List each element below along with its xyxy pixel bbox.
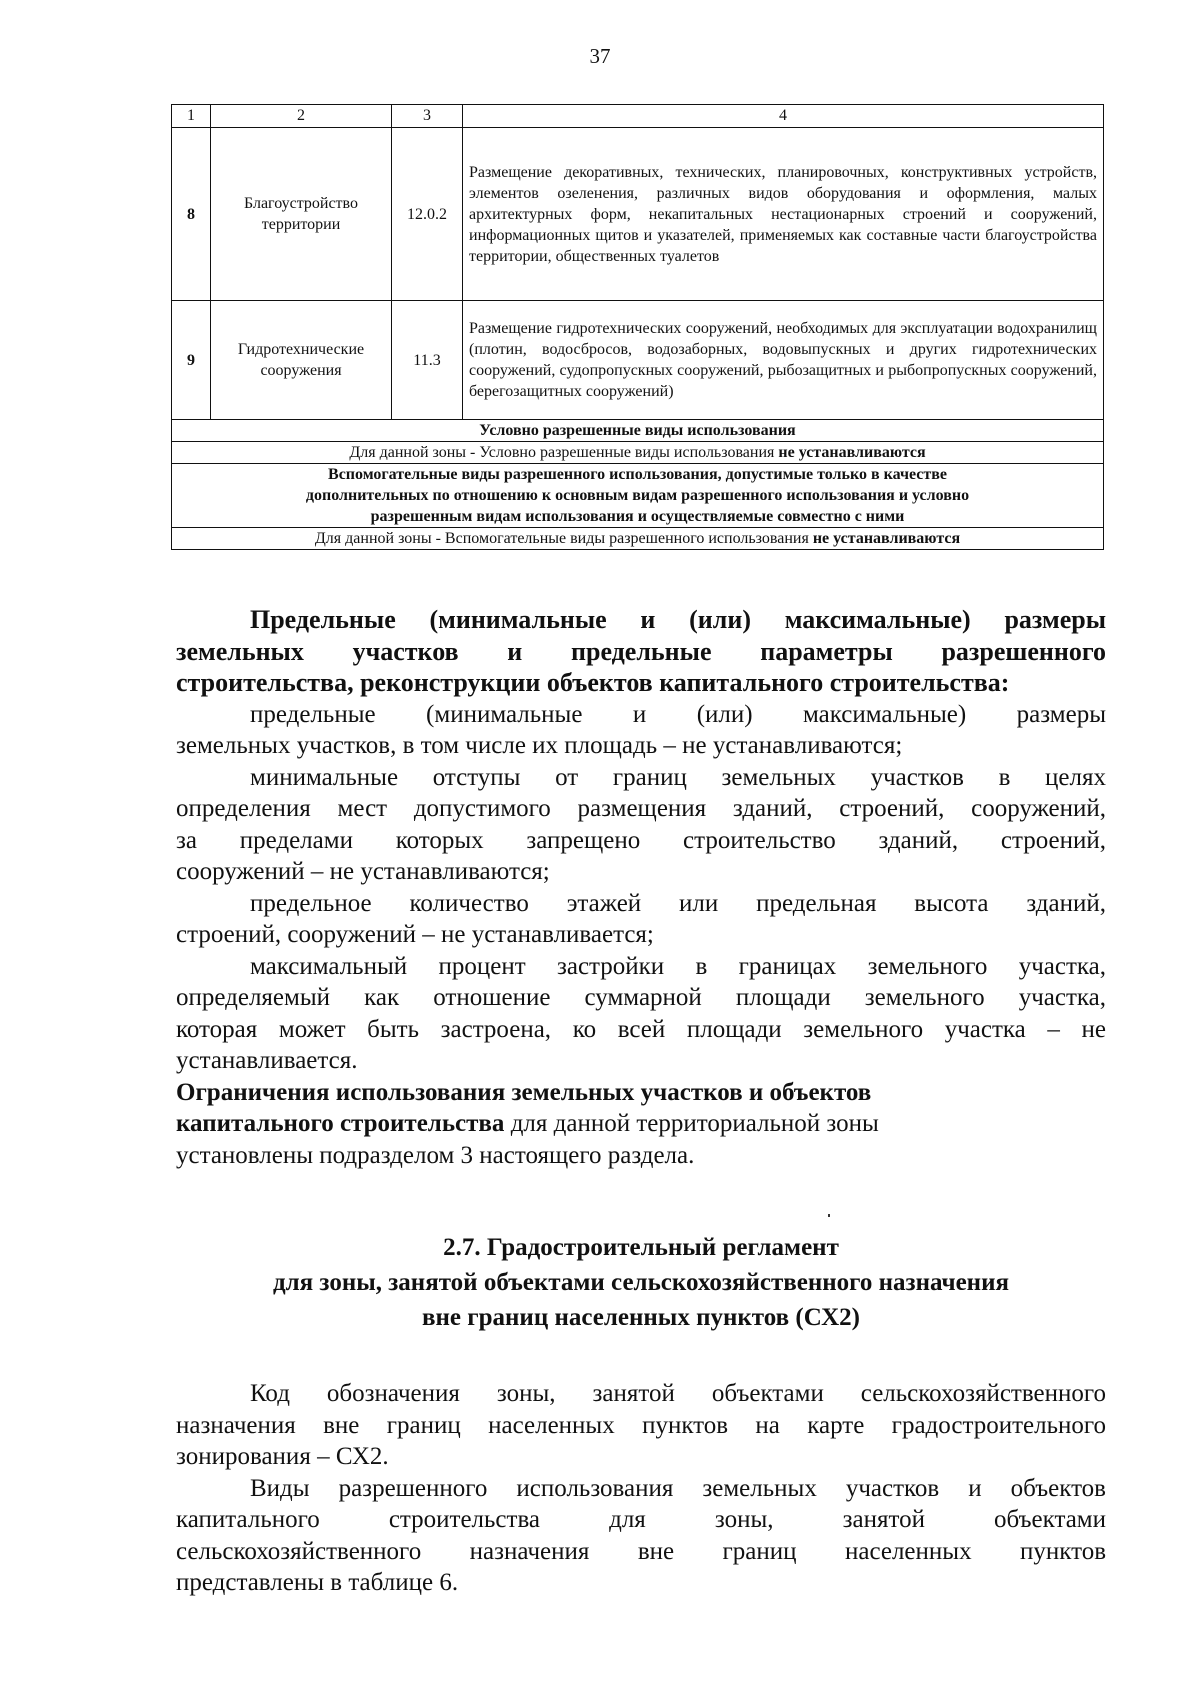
- use-type-code: 11.3: [392, 301, 463, 420]
- limits-section: [176, 604, 1106, 1171]
- limits-paragraph-line: земельных участков, в том числе их площадь – не устанавливаются;: [176, 732, 903, 759]
- limits-paragraph-line: сооружений – не устанавливаются;: [176, 858, 550, 885]
- permitted-use-table: [171, 104, 1104, 550]
- table-row: [172, 301, 1104, 420]
- use-type-name-line: сооружения: [260, 362, 342, 379]
- restrictions-line: Ограничения использования земельных участков и объектов: [176, 1078, 872, 1106]
- auxiliary-note-text: Для данной зоны - Вспомогательные виды разрешенного использования: [314, 530, 813, 547]
- section-title-line: 2.7. Градостроительный регламент: [443, 1234, 839, 1261]
- page-number: 37: [589, 44, 611, 68]
- use-type-name: [211, 128, 392, 301]
- use-type-name-line: территории: [261, 216, 341, 233]
- auxiliary-note-row: [172, 528, 1104, 550]
- row-number: 8: [172, 128, 211, 301]
- restrictions-line: установлены подразделом 3 настоящего раздела.: [176, 1141, 695, 1169]
- use-type-description: Размещение гидротехнических сооружений, необходимых для эксплуатации водохранилищ (плотин, водосбросов, водозаборных, водовыпускных и других гидротехнических сооружений, судопропускных сооружений, рыбозащитных и рыбопропускных сооружений, берегозащитных сооружений): [463, 301, 1104, 420]
- limits-paragraph-line: предельное количество этажей или предельная высота зданий,: [250, 889, 1106, 917]
- limits-paragraph-line: устанавливается.: [176, 1047, 358, 1074]
- header-col-3: 3: [392, 105, 463, 128]
- conditional-note: [172, 442, 1104, 464]
- section-title: [176, 1230, 1106, 1335]
- auxiliary-note-bold: не устанавливаются: [812, 530, 961, 547]
- limits-paragraph-line: за пределами которых запрещено строительство зданий, строений,: [176, 826, 1106, 854]
- section-paragraph-line: зонирования – СХ2.: [176, 1443, 389, 1470]
- use-type-description: Размещение декоративных, технических, планировочных, конструктивных устройств, элементов озеленения, различных видов оборудования и оформления, малых архитектурных форм, некапитальных нестационарных строений и сооружений, информационных щитов и указателей, применяемых как составные части благоустройства территории, общественных туалетов: [463, 128, 1104, 301]
- restrictions-line: [176, 1108, 1106, 1140]
- section-paragraph-line: Виды разрешенного использования земельных участков и объектов: [250, 1474, 1106, 1502]
- section-paragraph-line: Код обозначения зоны, занятой объектами сельскохозяйственного: [250, 1380, 1106, 1407]
- use-type-name: [211, 301, 392, 420]
- limits-heading-line: строительства, реконструкции объектов капитального строительства:: [176, 668, 1010, 697]
- header-col-2: 2: [211, 105, 392, 128]
- use-type-code: 12.0.2: [392, 128, 463, 301]
- use-type-name-line: Гидротехнические: [237, 341, 365, 358]
- limits-heading-line: Предельные (минимальные и (или) максимальные) размеры: [250, 605, 1106, 634]
- header-col-4: 4: [463, 105, 1104, 128]
- conditional-note-row: [172, 442, 1104, 464]
- limits-paragraph-line: максимальный процент застройки в границах земельного участка,: [250, 952, 1106, 980]
- scan-speck: [828, 1214, 830, 1217]
- conditional-header: [172, 420, 1104, 442]
- auxiliary-header-line: Вспомогательные виды разрешенного использования, допустимые только в качестве: [328, 466, 947, 483]
- limits-paragraph-line: строений, сооружений – не устанавливается;: [176, 921, 654, 948]
- limits-paragraph-line: минимальные отступы от границ земельных участков в целях: [250, 763, 1106, 791]
- auxiliary-header-row: [172, 464, 1104, 528]
- header-col-1: 1: [172, 105, 211, 128]
- conditional-note-bold: не устанавливаются: [778, 444, 926, 461]
- use-type-name-line: Благоустройство: [243, 195, 358, 212]
- conditional-note-text: Для данной зоны - Условно разрешенные виды использования: [349, 444, 779, 461]
- limits-heading-line: земельных участков и предельные параметры разрешенного: [176, 636, 1106, 666]
- table-header-row: [172, 105, 1104, 128]
- conditional-header-text: Условно разрешенные виды использования: [479, 422, 796, 439]
- auxiliary-header-line: дополнительных по отношению к основным видам разрешенного использования и условно: [305, 487, 970, 504]
- auxiliary-note: [172, 528, 1104, 550]
- section-title-line: вне границ населенных пунктов (СХ2): [422, 1304, 860, 1331]
- auxiliary-header: [172, 464, 1104, 528]
- restrictions-plain: для данной территориальной зоны: [504, 1110, 879, 1137]
- section-paragraph-line: сельскохозяйственного назначения вне границ населенных пунктов: [176, 1537, 1106, 1565]
- section-body: [176, 1378, 1106, 1599]
- section-paragraph-line: представлены в таблице 6.: [176, 1569, 459, 1596]
- limits-paragraph-line: предельные (минимальные и (или) максимальные) размеры: [250, 700, 1106, 728]
- restrictions-bold: капитального строительства: [176, 1110, 505, 1137]
- limits-paragraph-line: определяемый как отношение суммарной площади земельного участка,: [176, 984, 1106, 1011]
- section-paragraph-line: назначения вне границ населенных пунктов на карте градостроительного: [176, 1411, 1106, 1439]
- limits-paragraph-line: которая может быть застроена, ко всей площади земельного участка – не: [176, 1015, 1106, 1043]
- table-row: [172, 128, 1104, 301]
- limits-paragraph-line: определения мест допустимого размещения зданий, строений, сооружений,: [176, 795, 1106, 822]
- auxiliary-header-line: разрешенным видам использования и осуществляемые совместно с ними: [370, 508, 905, 525]
- section-paragraph-line: капитального строительства для зоны, занятой объектами: [176, 1506, 1106, 1533]
- row-number: 9: [172, 301, 211, 420]
- section-title-line: для зоны, занятой объектами сельскохозяйственного назначения: [272, 1269, 1010, 1296]
- conditional-header-row: [172, 420, 1104, 442]
